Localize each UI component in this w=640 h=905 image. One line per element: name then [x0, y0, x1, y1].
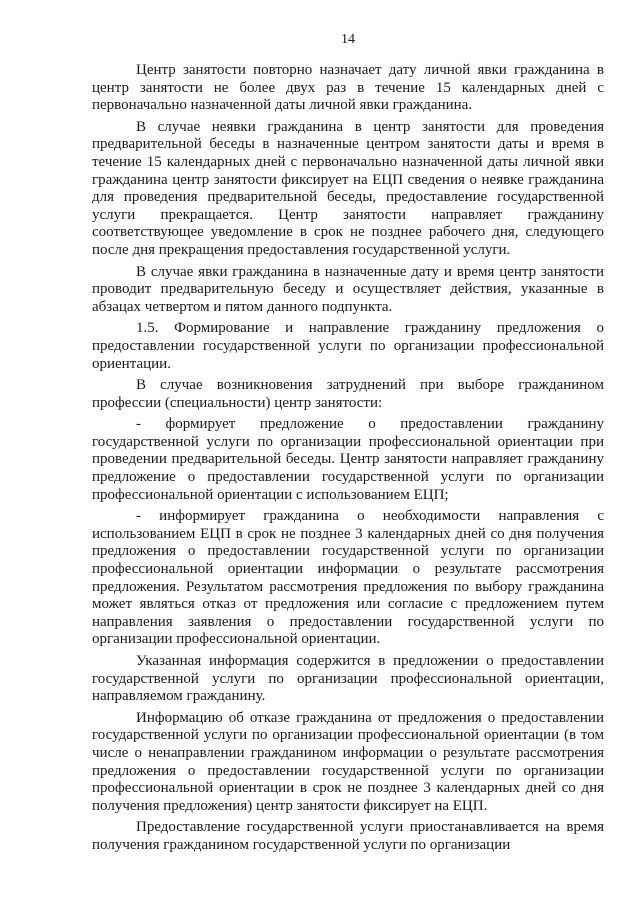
paragraph-repeat-visit: Центр занятости повторно назначает дату личной явки гражданина в центр занятости не более двух раз в течение 15 календарных дней с первоначально назначенной даты личной явки гражданина. — [92, 62, 604, 114]
paragraph-info-contained: Указанная информация содержится в предложении о предоставлении государственной услуги по организации профессиональной ориентации, направляемом гражданину. — [92, 653, 604, 705]
page-number: 14 — [341, 32, 355, 47]
paragraph-section-1-5: 1.5. Формирование и направление гражданину предложения о предоставлении государственной услуги по организации профессиональной ориентации. — [92, 320, 604, 372]
paragraph-no-show: В случае неявки гражданина в центр занятости для проведения предварительной беседы в назначенные центром занятости даты и время в течение 15 календарных дней с первоначально назначенной даты личной явки гражданина центр занятости фиксирует на ЕЦП сведения о неявке гражданина для проведения предварительной беседы, предоставление государственной услуги прекращается. Центр занятости направляет гражданину соответствующее уведомление в срок не позднее рабочего дня, следующего после дня прекращения предоставления государственной услуги. — [92, 118, 604, 258]
list-item-informs: - информирует гражданина о необходимости направления с использованием ЕЦП в срок не позднее 3 календарных дней со дня получения предложения о предоставлении государственной услуги по организации профессиональной ориентации информации о результате рассмотрения предложения. Результатом рассмотрения предложения по выбору гражданина может являться отказ от предложения или согласие с предложением путем направления заявления о предоставлении государственной услуги по организации профессиональной ориентации. — [92, 508, 604, 648]
paragraph-difficulty: В случае возникновения затруднений при выборе гражданином профессии (специальности) центр занятости: — [92, 377, 604, 411]
list-item-forms-offer: - формирует предложение о предоставлении гражданину государственной услуги по организации профессиональной ориентации при проведении предварительной беседы. Центр занятости направляет гражданину предложение о предоставлении государственной услуги по организации профессиональной ориентации с использованием ЕЦП; — [92, 416, 604, 503]
paragraph-refusal-info: Информацию об отказе гражданина от предложения о предоставлении государственной услуги по организации профессиональной ориентации (в том числе о ненаправлении гражданином информации о результате рассмотрения предложения о предоставлении государственной услуги по организации профессиональной ориентации в срок не позднее 3 календарных дней со дня получения предложения) центр занятости фиксирует на ЕЦП. — [92, 709, 604, 814]
paragraph-show: В случае явки гражданина в назначенные дату и время центр занятости проводит предварительную беседу и осуществляет действия, указанные в абзацах четвертом и пятом данного подпункта. — [92, 263, 604, 315]
paragraph-suspension: Предоставление государственной услуги приостанавливается на время получения гражданином государственной услуги по организации — [92, 819, 604, 853]
